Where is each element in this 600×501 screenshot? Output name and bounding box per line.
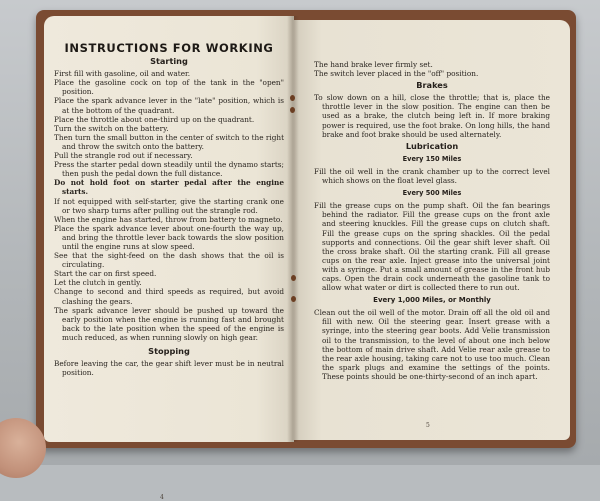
every-500-heading: Every 500 Miles [402,189,462,198]
right-page-text [314,60,550,381]
paragraph: Place the throttle about one-third up on the quadrant. [54,114,255,124]
paragraph: The hand brake lever firmly set. [314,60,433,69]
paragraph: Pull the strangle rod out if necessary. [54,151,193,161]
paragraph: Place the spark advance lever in the "late" position, which is at the bottom of the quadrant. [54,96,284,115]
paragraph: Change to second and third speeds as required, but avoid clashing the gears. [54,287,284,306]
left-page-text [54,41,284,378]
staple-hole [291,275,296,281]
right-page [294,20,570,440]
paragraph: If not equipped with self-starter, give the starting crank one or two sharp turns after pulling out the strangle rod. [54,196,284,215]
starting-heading: Starting [150,56,188,67]
paragraph: Turn the switch on the battery. [54,123,169,133]
staple-hole [291,296,296,302]
stopping-heading: Stopping [148,346,190,356]
paragraph: The switch lever placed in the "off" position. [314,69,479,79]
warning-text: Do not hold foot on starter pedal after the engine starts. [54,178,284,197]
page-number: 4 [160,494,164,501]
paragraph: Place the gasoline cock on top of the tank in the "open" position. [54,78,284,97]
page-title: INSTRUCTIONS FOR WORKING [64,41,274,55]
staple-hole [290,95,295,101]
paragraph: First fill with gasoline, oil and water. [54,69,191,79]
paragraph: Fill the grease cups on the pump shaft. Oil the fan bearings behind the radiator. Fill the grease cups on the front axle and steering knuckles. Fill the grease cups on clutch shaft. Fill the grease cups on the spring shackles. Oil the pedal supports and connections. Oil the gear shift lever shaft. Oil the cross brake shaft. Oil the starting crank. Fill all grease cups on the rear axle. Inject grease into the universal joint with a syringe. Put a small amount of grease in the front hub caps. Open the drain cock underneath the gasoline tank to allow what water or dirt is collected there to run out. [314,201,550,293]
paragraph: Start the car on first speed. [54,269,157,279]
paragraph: The spark advance lever should be pushed up toward the early position when the engine is running fast and brought back to the late position when the speed of the engine is much reduced, as when running slowly on high gear. [54,305,284,342]
staple-hole [290,107,295,113]
paragraph: Let the clutch in gently. [54,278,142,288]
lubrication-heading: Lubrication [405,140,459,151]
left-page [44,16,294,501]
paragraph: Clean out the oil well of the motor. Drain off all the old oil and fill with new. Oil the steering gear. Insert grease with a syringe, into the steering gear boots. Add Velie transmission oil to the transmission, to the level of about one inch below the bottom of main drive shaft. Add Velie rear axle grease to the rear axle housing, taking care not to use too much. Clean the spark plugs and examine the settings of the points. These points should be one-thirty-second of an inch apart. [314,308,550,381]
book-gutter [287,16,299,442]
paragraph: Then turn the small button in the center of switch to the right and throw the switch onto the battery. [54,132,284,151]
every-1000-heading: Every 1,000 Miles, or Monthly [373,296,491,305]
paragraph: When the engine has started, throw from battery to magneto. [54,214,283,224]
paragraph: Press the starter pedal down steadily until the dynamo starts; then push the pedal down the full distance. [54,160,284,179]
paragraph: Place the spark advance lever about one-fourth the way up, and bring the throttle lever back towards the slow position until the engine runs at slow speed. [54,223,284,251]
paragraph: To slow down on a hill, close the throttle; that is, place the throttle lever in the slow position. The engine can then be used as a brake, the clutch being left in. If more braking power is required, use the foot brake. On long hills, the hand brake and foot brake should be used alternately. [314,93,550,139]
every-150-heading: Every 150 Miles [402,154,462,163]
brakes-heading: Brakes [416,80,448,91]
paragraph: Before leaving the car, the gear shift lever must be in neutral position. [54,359,284,378]
page-number: 5 [426,422,430,429]
paragraph: Fill the oil well in the crank chamber up to the correct level which shows on the float level glass. [314,166,550,186]
paragraph: See that the sight-feed on the dash shows that the oil is circulating. [54,251,284,270]
